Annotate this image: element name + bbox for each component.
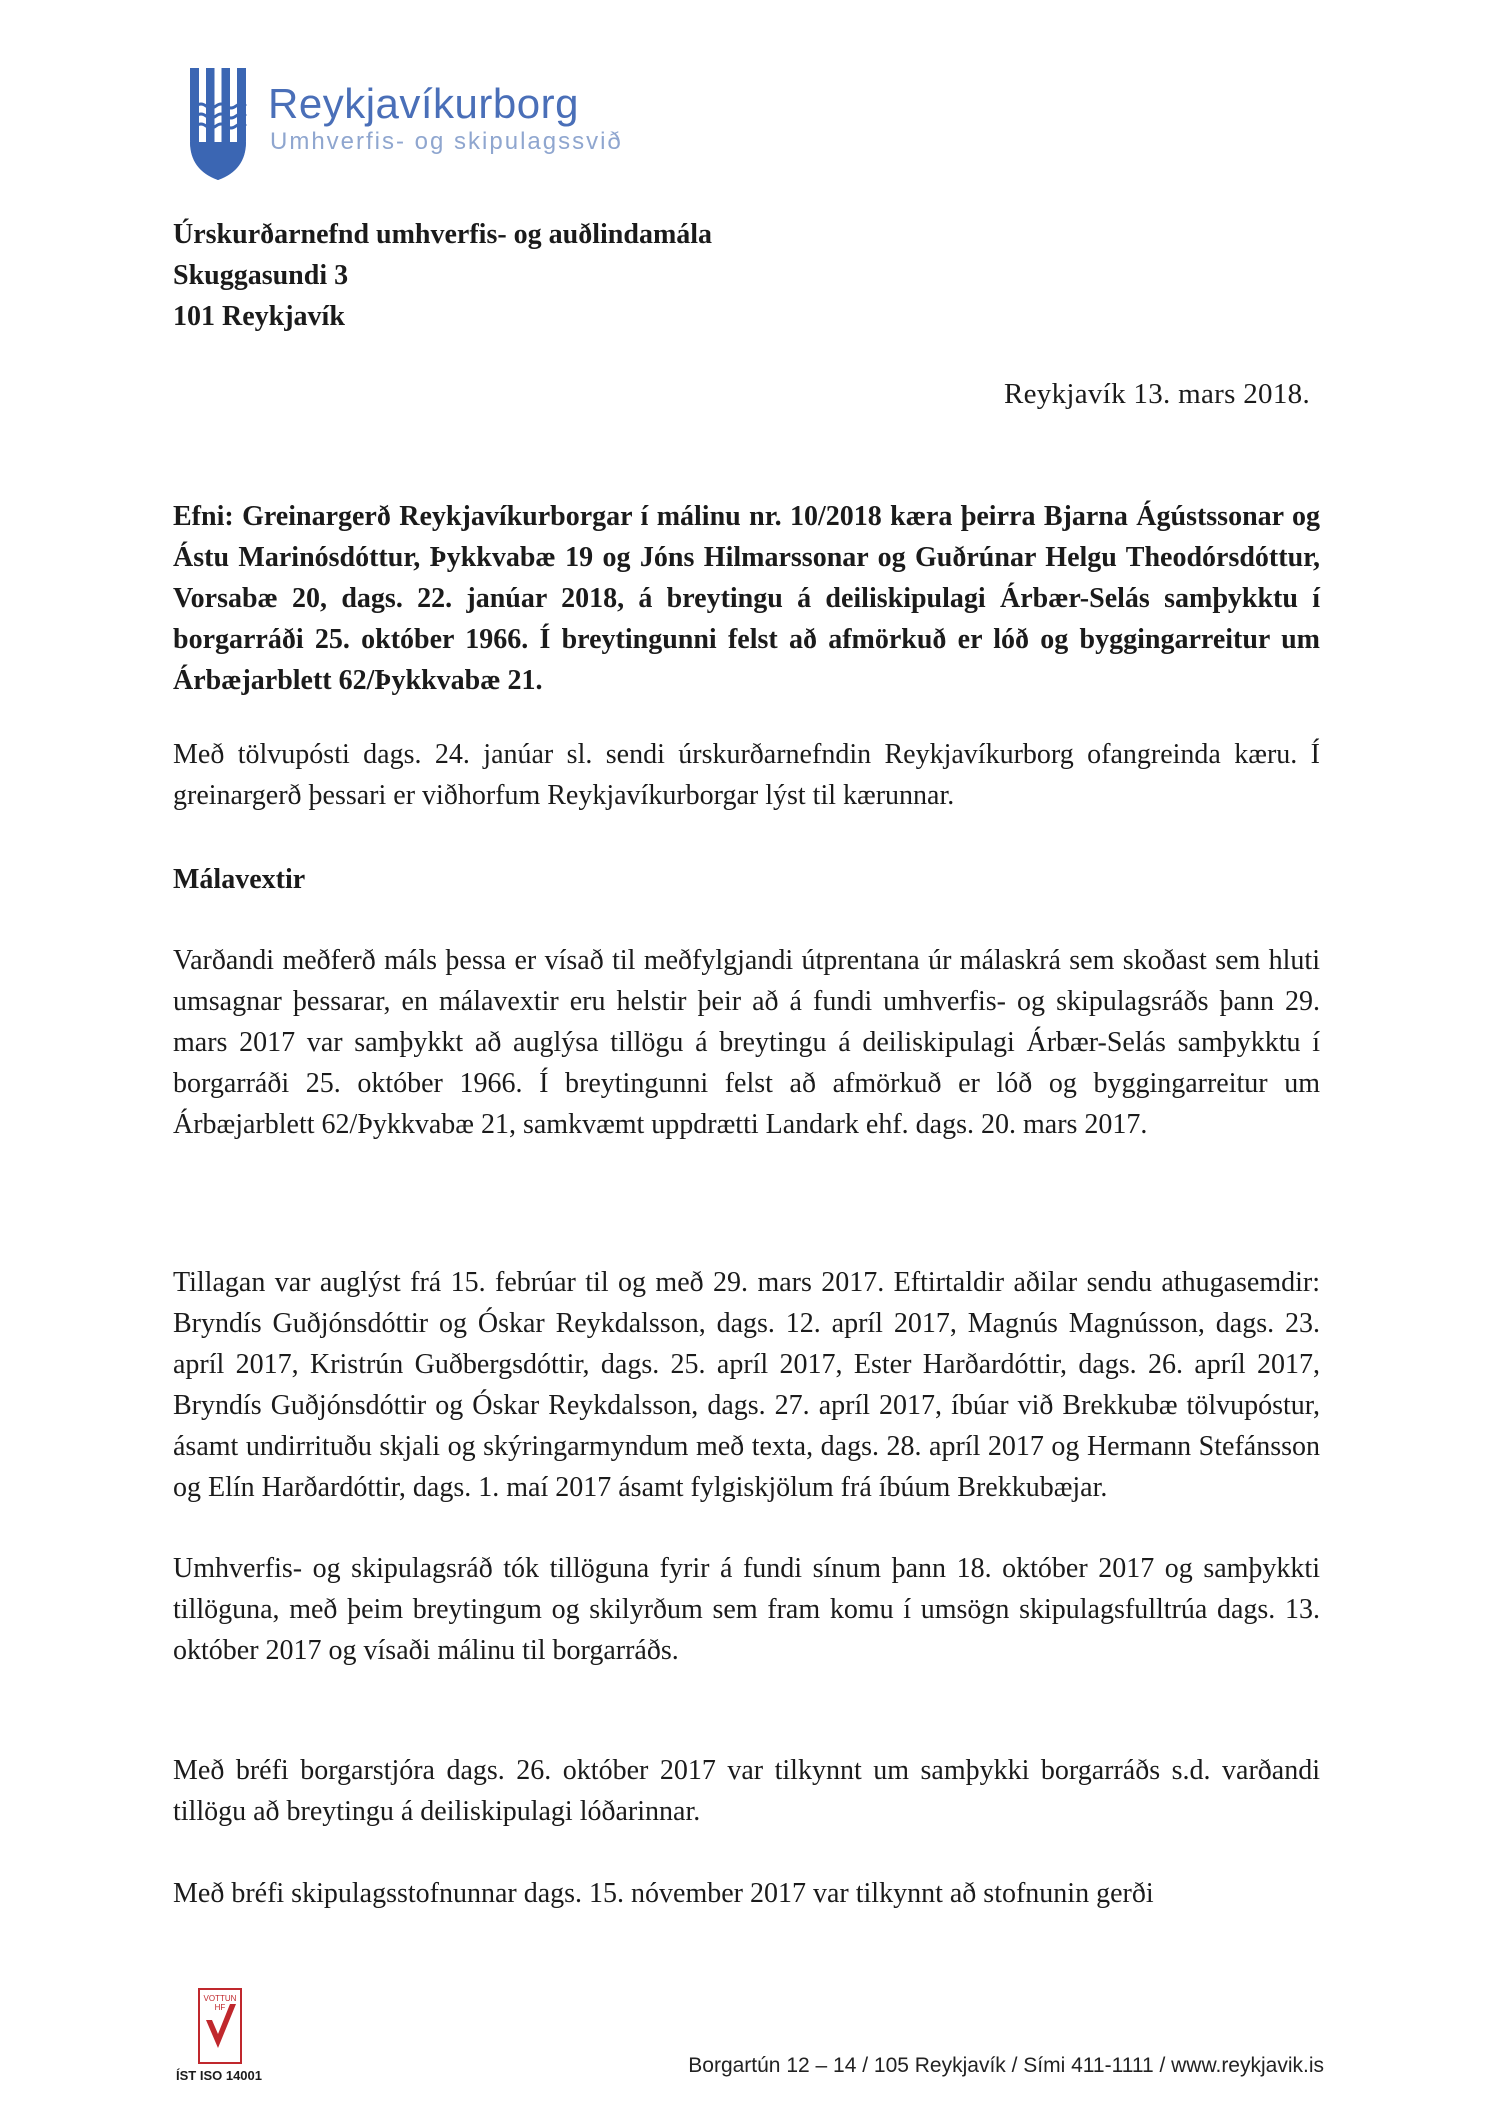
body-paragraph-2: Tillagan var auglýst frá 15. febrúar til og með 29. mars 2017. Eftirtaldir aðilar sendu athugasemdir: Bryndís Guðjónsdóttir og Óskar Reykdalsson, dags. 12. apríl 2017, Magnús Magnússon, dags. 23. apríl 2017, Kristrún Guðbergsdóttir, dags. 25. apríl 2017, Ester Harðardóttir, dags. 26. apríl 2017, Bryndís Guðjónsdóttir og Óskar Reykdalsson, dags. 27. apríl 2017, íbúar við Brekkubæ tölvupóstur, ásamt undirrituðu skjali og skýringarmyndum með texta, dags. 28. apríl 2017 og Hermann Stefánsson og Elín Harðardóttir, dags. 1. maí 2017 ásamt fylgiskjölum frá íbúum Brekkubæjar. — [173, 1267, 1320, 1503]
letter-date: Reykjavík 13. mars 2018. — [1003, 378, 1310, 410]
body-paragraph-5: Með bréfi skipulagsstofnunnar dags. 15. nóvember 2017 var tilkynnt að stofnunin gerði — [173, 1878, 1154, 1909]
certification-label: ÍST ISO 14001 — [176, 2068, 262, 2083]
certification-mark — [198, 1988, 242, 2064]
iso-certification-badge — [172, 1988, 266, 2092]
checkmark-icon — [200, 1990, 240, 2062]
organization-department: Umhverfis- og skipulagssvið — [270, 128, 623, 155]
recipient-line-2: Skuggasundi 3 — [173, 260, 349, 291]
organization-name: Reykjavíkurborg — [268, 80, 579, 127]
section-heading: Málavextir — [173, 864, 306, 895]
body-paragraph-4: Með bréfi borgarstjóra dags. 26. október 2017 var tilkynnt um samþykki borgarráðs s.d. varðandi tillögu að breytingu á deiliskipulagi lóðarinnar. — [173, 1755, 1320, 1827]
body-paragraph-1: Varðandi meðferð máls þessa er vísað til meðfylgjandi útprentana úr málaskrá sem skoðast sem hluti umsagnar þessarar, en málavextir eru helstir þeir að á fundi umhverfis- og skipulagsráðs þann 29. mars 2017 var samþykkt að auglýsa tillögu á breytingu á deiliskipulagi Árbær-Selás samþykktu í borgarráði 25. október 1966. Í breytingunni felst að afmörkuð er lóð og byggingarreitur um Árbæjarblett 62/Þykkvabæ 21, samkvæmt uppdrætti Landark ehf. dags. 20. mars 2017. — [173, 945, 1320, 1140]
recipient-address — [173, 214, 712, 337]
certification-issuer: VOTTUN HF — [203, 1994, 237, 2012]
intro-paragraph: Með tölvupósti dags. 24. janúar sl. sendi úrskurðarnefndin Reykjavíkurborg ofangreinda kæru. Í greinargerð þessari er viðhorfum Reykjavíkurborgar lýst til kærunnar. — [173, 739, 1320, 811]
recipient-line-1: Úrskurðarnefnd umhverfis- og auðlindamála — [173, 219, 713, 250]
reykjavik-coat-of-arms-logo — [188, 66, 248, 182]
recipient-line-3: 101 Reykjavík — [173, 301, 345, 332]
footer-address: Borgartún 12 – 14 / 105 Reykjavík / Sími 411-1111 / www.reykjavik.is — [688, 2054, 1324, 2077]
body-paragraph-3: Umhverfis- og skipulagsráð tók tillöguna fyrir á fundi sínum þann 18. október 2017 og samþykkti tillöguna, með þeim breytingum og skilyrðum sem fram komu í umsögn skipulagsfulltrúa dags. 13. október 2017 og vísaði málinu til borgarráðs. — [173, 1553, 1320, 1666]
subject-paragraph: Efni: Greinargerð Reykjavíkurborgar í málinu nr. 10/2018 kæra þeirra Bjarna Ágústssonar og Ástu Marinósdóttur, Þykkvabæ 19 og Jóns Hilmarssonar og Guðrúnar Helgu Theodórsdóttur, Vorsabæ 20, dags. 22. janúar 2018, á breytingu á deiliskipulagi Árbær-Selás samþykktu í borgarráði 25. október 1966. Í breytingunni felst að afmörkuð er lóð og byggingarreitur um Árbæjarblett 62/Þykkvabæ 21. — [173, 501, 1320, 696]
